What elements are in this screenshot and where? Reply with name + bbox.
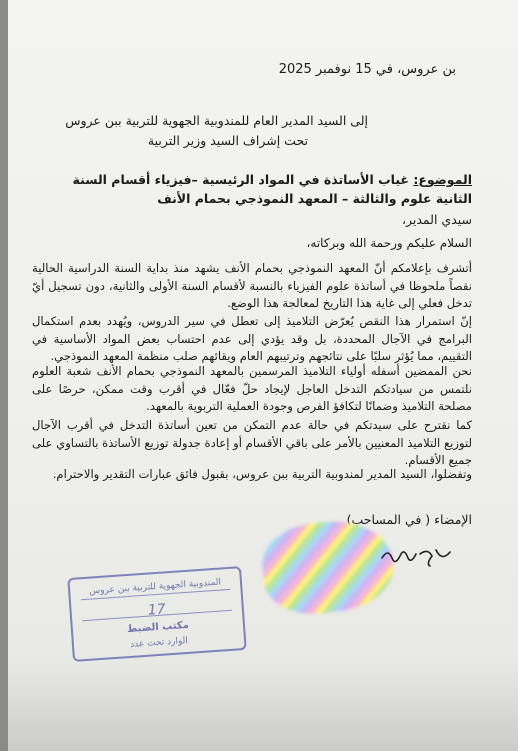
body-paragraph: كما نقترح على سيدتكم في حالة عدم التمكن من تعين أساتذة التدخل في أقرب الآجال لتوزيع التلاميذ المعنيين بالأمر على باقي الأقسام أو إعادة جدولة توزيع الأساتذة بالتساوي على جميع الأقسام. [32, 418, 472, 467]
body-paragraph: أتشرف بإعلامكم أنّ المعهد النموذجي بحمام الأنف يشهد منذ بداية السنة الدراسية الحالية نقصاً ملحوظا في أساتذة علوم الفيزياء بالنسبة لأقسام السنة الأولى والثانية، دون تسجيل أيّ تدخل فعلي إلى غاية هذا التاريخ لمعالجة هذا الوضع. [32, 261, 472, 310]
signature-label: الإمضاء ( في المساحب) [346, 512, 472, 527]
greeting: السلام عليكم ورحمة الله وبركاته، [306, 236, 472, 250]
stamp-office: مكتب الضبط [126, 619, 190, 636]
office-stamp [67, 566, 246, 662]
letter-subject [42, 170, 472, 208]
subject-lead: الموضوع: [413, 172, 472, 187]
stamp-reference: الوارد تحت عدد [129, 635, 189, 650]
handwritten-signature [378, 540, 458, 570]
recipient-line-1: إلى السيد المدير العام للمندوبية الجهوية للتربية ببن عروس [65, 113, 368, 128]
body-paragraph: إنّ استمرار هذا النقص يُعرّض التلاميذ إلى تعطل في سير الدروس، ويُهدد بعدم استكمال البرامج في الآجال المحددة، بل وقد يؤدي إلى عدم احتساب بعض المواد الأساسية في التقييم، مما يُؤثر سلبًا على نتائجهم وترتيبهم العام ويقائهم صلب منظمة المعهد النموذجي. [32, 314, 472, 363]
recipient-line-2: تحت إشراف السيد وزير التربية [147, 133, 308, 148]
stamp-authority: المندوبية الجهوية للتربية ببن عروس [88, 577, 222, 597]
letter-date: بن عروس، في 15 نوفمبر 2025 [278, 62, 456, 77]
body-paragraph: نحن الممضين أسفله أولياء التلاميذ المرسمين بالمعهد النموذجي بحمام الأنف شعبة العلوم نلتمس من سيادتكم التدخل العاجل لإيجاد حلّ فعّال في أقرب وقت ممكن، حرصًا على مصلحة التلاميذ وضمانًا لتكافؤ الفرص وجودة العملية التربوية بالمعهد. [32, 364, 472, 413]
paper-shadow [8, 661, 518, 751]
stamp-date: 17 [147, 601, 167, 619]
letter-page [8, 0, 518, 751]
subject-text: غياب الأساتذة في المواد الرئيسية –فيزياء أقسام السنة الثانية علوم والثالثة – المعهد النموذجي بحمام الأنف [72, 172, 472, 206]
closing-paragraph: وتفضلوا، السيد المدير لمندوبية التربية ببن عروس، بقبول فائق عبارات التقدير والاحترام. [52, 467, 472, 481]
salutation: سيدي المدير، [401, 212, 472, 227]
redaction-mark [259, 515, 398, 618]
